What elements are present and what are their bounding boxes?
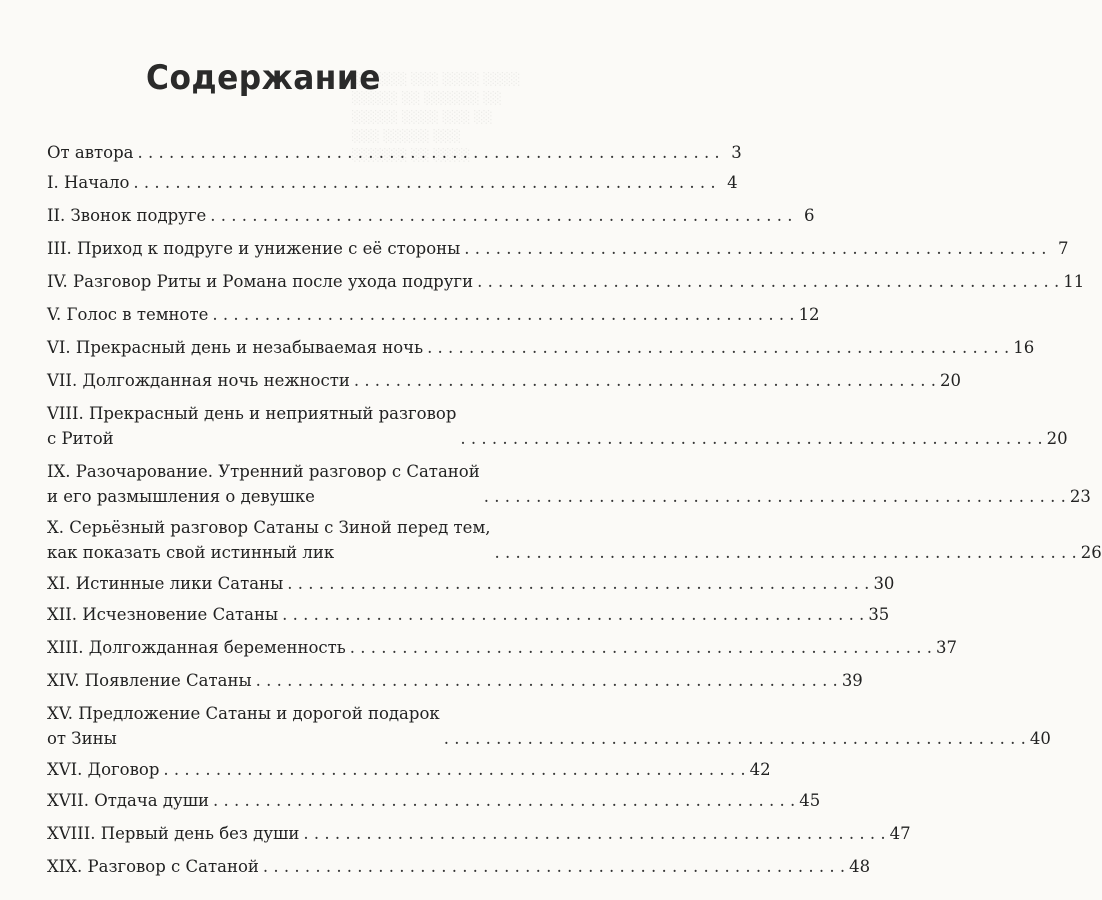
- dot-leader: [354, 368, 936, 393]
- toc-entry-title: [47, 368, 350, 393]
- toc-entry-title-line: XVIII. Первый день без души: [47, 824, 300, 843]
- toc-page-number: 3: [731, 143, 742, 162]
- toc-entry: [47, 140, 742, 165]
- dot-leader: [138, 140, 720, 165]
- toc-entry-title: [47, 335, 423, 360]
- dot-leader: [484, 484, 1066, 509]
- toc-entry-title: [47, 140, 134, 165]
- toc-page-number: 6: [803, 206, 815, 225]
- toc-page-number: 12: [798, 305, 820, 324]
- toc-entry: [47, 757, 771, 782]
- dot-leader: [460, 426, 1042, 451]
- toc-page-number: 30: [873, 574, 895, 593]
- dot-leader: [263, 854, 845, 879]
- toc-entry: [47, 701, 1051, 751]
- dot-leader: [495, 540, 1077, 565]
- toc-entry-title: [47, 302, 208, 327]
- toc-entry-title-line: I. Начало: [47, 173, 130, 192]
- toc-page-number: 39: [841, 671, 863, 690]
- dot-leader: [133, 170, 715, 195]
- toc-entry-title: [47, 236, 460, 261]
- toc-entry-title-line: XV. Предложение Сатаны и дорогой подарок: [47, 704, 440, 723]
- toc-entry: [47, 401, 1068, 451]
- toc-page-number: 20: [1046, 429, 1068, 448]
- toc-entry-title: [47, 821, 299, 846]
- toc-entry-title: [47, 701, 440, 751]
- toc-entry: [47, 368, 962, 393]
- toc-entry-title: [47, 602, 278, 627]
- toc-entry-title: [47, 515, 491, 565]
- toc-page-number: 23: [1069, 487, 1091, 506]
- toc-entry-title-line: От автора: [47, 143, 134, 162]
- toc-page-number: 48: [849, 857, 871, 876]
- table-of-contents: [47, 140, 1102, 887]
- show-through-text: ░░░░░░ ░░░ ░░░░ ░░░░ ░░░░░ ░░ ░░░░░░ ░░ ░░░░░ ░░░░ ░░░ ░░ ░░░ ░░░░░ ░░░ ░░░░░░ ░░ ░░░░: [352, 72, 521, 162]
- toc-entry: [47, 854, 871, 879]
- toc-page-number: 16: [1013, 338, 1035, 357]
- toc-entry: [47, 236, 1069, 261]
- toc-page-number: 35: [868, 605, 890, 624]
- toc-entry: [47, 821, 911, 846]
- dot-leader: [464, 236, 1046, 261]
- toc-entry-title-continuation: как показать свой истинный лик: [47, 543, 335, 562]
- dot-leader: [477, 269, 1059, 294]
- toc-page-number: 45: [799, 791, 821, 810]
- toc-page-number: 11: [1063, 272, 1085, 291]
- dot-leader: [427, 335, 1009, 360]
- toc-entry-title-line: V. Голос в темноте: [47, 305, 209, 324]
- toc-entry-title: [47, 635, 346, 660]
- dot-leader: [163, 757, 745, 782]
- toc-entry-title: [47, 401, 456, 451]
- toc-page-number: 20: [940, 371, 962, 390]
- toc-entry-title: [47, 170, 129, 195]
- toc-entry-title: [47, 459, 480, 509]
- toc-entry-title-continuation: с Ритой: [47, 429, 114, 448]
- toc-entry-title-line: XIV. Появление Сатаны: [47, 671, 252, 690]
- toc-entry-title-line: VII. Долгожданная ночь нежности: [47, 371, 350, 390]
- toc-page-number: 37: [935, 638, 957, 657]
- toc-entry-title: [47, 668, 252, 693]
- toc-entry-title-line: IX. Разочарование. Утренний разговор с Сатаной: [47, 462, 480, 481]
- toc-entry-title: [47, 203, 206, 228]
- toc-entry-title: [47, 757, 159, 782]
- toc-entry: [47, 515, 1102, 565]
- dot-leader: [287, 571, 869, 596]
- toc-entry: [47, 203, 815, 228]
- toc-entry-title-line: X. Серьёзный разговор Сатаны с Зиной перед тем,: [47, 518, 491, 537]
- toc-page-number: 40: [1029, 729, 1051, 748]
- toc-entry-title-continuation: от Зины: [47, 729, 117, 748]
- toc-page-number: 26: [1080, 543, 1102, 562]
- toc-entry-title-line: XI. Истинные лики Сатаны: [47, 574, 284, 593]
- dot-leader: [282, 602, 864, 627]
- toc-entry: [47, 335, 1035, 360]
- toc-entry: [47, 788, 821, 813]
- dot-leader: [303, 821, 885, 846]
- toc-entry-title-line: III. Приход к подруге и унижение с её стороны: [47, 239, 461, 258]
- toc-entry-title-line: IV. Разговор Риты и Романа после ухода подруги: [47, 272, 474, 291]
- toc-entry: [47, 302, 820, 327]
- dot-leader: [350, 635, 932, 660]
- dot-leader: [213, 788, 795, 813]
- dot-leader: [210, 203, 792, 228]
- toc-entry-title-line: XIX. Разговор с Сатаной: [47, 857, 259, 876]
- toc-entry-title: [47, 854, 259, 879]
- toc-entry: [47, 459, 1091, 509]
- toc-page-number: 4: [727, 173, 738, 192]
- toc-entry-title-line: XVI. Договор: [47, 760, 160, 779]
- toc-entry-title-line: VI. Прекрасный день и незабываемая ночь: [47, 338, 424, 357]
- toc-entry-title-line: II. Звонок подруге: [47, 206, 207, 225]
- dot-leader: [212, 302, 794, 327]
- dot-leader: [444, 726, 1026, 751]
- toc-entry-title-continuation: и его размышления о девушке: [47, 487, 315, 506]
- toc-entry-title-line: VIII. Прекрасный день и неприятный разговор: [47, 404, 457, 423]
- toc-entry-title: [47, 571, 283, 596]
- toc-entry-title: [47, 788, 209, 813]
- toc-page-number: 47: [889, 824, 911, 843]
- toc-entry-title: [47, 269, 473, 294]
- toc-entry-title-line: XIII. Долгожданная беременность: [47, 638, 346, 657]
- toc-entry-title-line: XII. Исчезновение Сатаны: [47, 605, 279, 624]
- toc-page-number: 7: [1057, 239, 1069, 258]
- toc-entry: [47, 602, 890, 627]
- toc-entry: [47, 571, 895, 596]
- toc-page-number: 42: [749, 760, 771, 779]
- toc-entry: [47, 170, 738, 195]
- dot-leader: [256, 668, 838, 693]
- toc-entry: [47, 269, 1085, 294]
- toc-entry-title-line: XVII. Отдача души: [47, 791, 210, 810]
- toc-entry: [47, 635, 957, 660]
- toc-entry: [47, 668, 863, 693]
- page-title: Содержание: [146, 58, 381, 98]
